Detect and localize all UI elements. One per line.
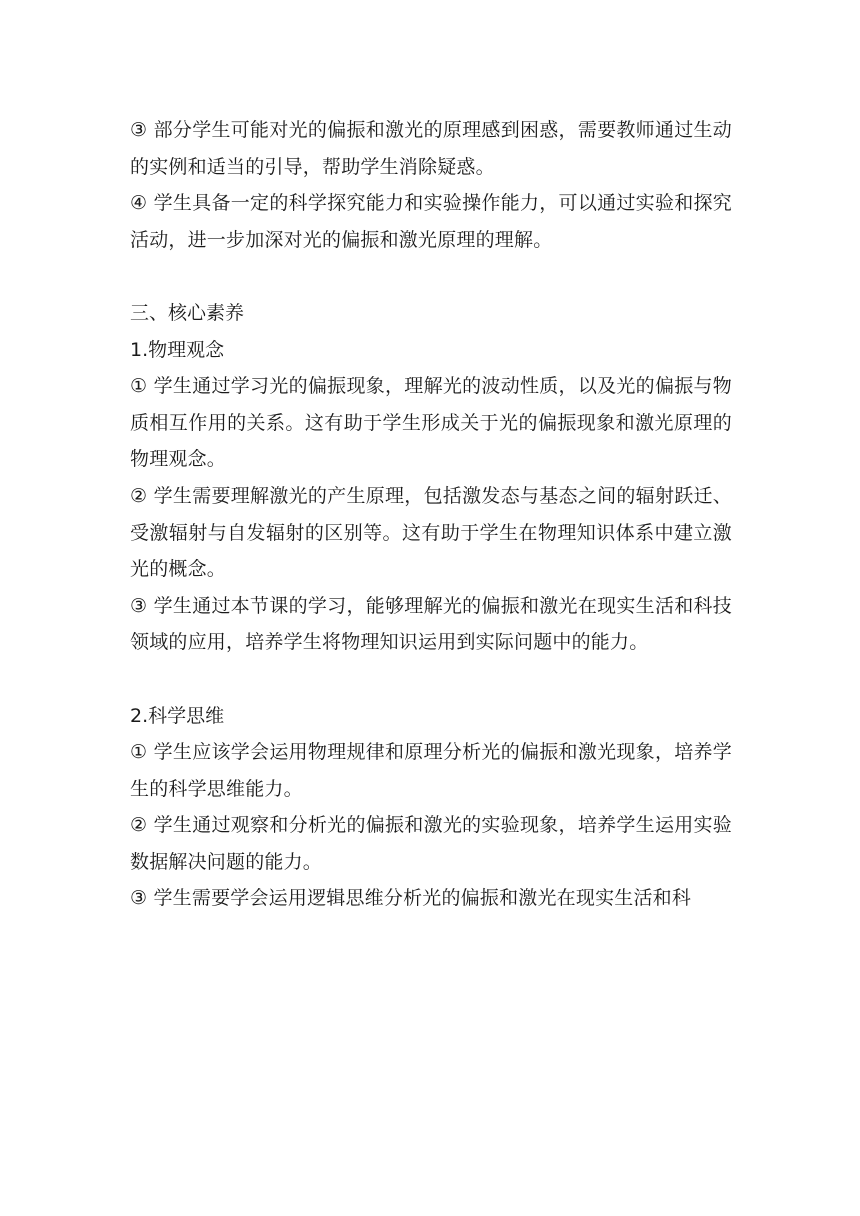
blank-line bbox=[130, 258, 732, 295]
paragraph-item-1-thinking: ① 学生应该学会运用物理规律和原理分析光的偏振和激光现象，培养学生的科学思维能力。 bbox=[130, 741, 732, 800]
paragraph-item-3-analysis: ③ 部分学生可能对光的偏振和激光的原理感到困惑，需要教师通过生动的实例和适当的引导，帮助学生消除疑惑。 bbox=[130, 119, 732, 178]
paragraph-item-3-concept: ③ 学生通过本节课的学习，能够理解光的偏振和激光在现实生活和科技领域的应用，培养学生将物理知识运用到实际问题中的能力。 bbox=[130, 594, 732, 654]
paragraph-item-2-concept: ② 学生需要理解激光的产生原理，包括激发态与基态之间的辐射跃迁、受激辐射与自发辐射的区别等。这有助于学生在物理知识体系中建立激光的概念。 bbox=[130, 484, 732, 581]
paragraph-item-2-thinking: ② 学生通过观察和分析光的偏振和激光的实验现象，培养学生运用实验数据解决问题的能力。 bbox=[130, 814, 732, 873]
paragraph-item-4-analysis: ④ 学生具备一定的科学探究能力和实验操作能力，可以通过实验和探究活动，进一步加深对光的偏振和激光原理的理解。 bbox=[130, 192, 732, 251]
paragraph-item-1-concept: ① 学生通过学习光的偏振现象，理解光的波动性质，以及光的偏振与物质相互作用的关系。这有助于学生形成关于光的偏振现象和激光原理的物理观念。 bbox=[130, 375, 732, 471]
subsection-heading-scientific-thinking: 2.科学思维 bbox=[130, 704, 225, 727]
section-heading-core-literacy: 三、核心素养 bbox=[130, 301, 245, 324]
document-body bbox=[130, 112, 732, 917]
subsection-heading-physics-concept: 1.物理观念 bbox=[130, 338, 225, 361]
paragraph-item-3-thinking: ③ 学生需要学会运用逻辑思维分析光的偏振和激光在现实生活和科 bbox=[130, 887, 692, 910]
blank-line bbox=[130, 661, 732, 698]
